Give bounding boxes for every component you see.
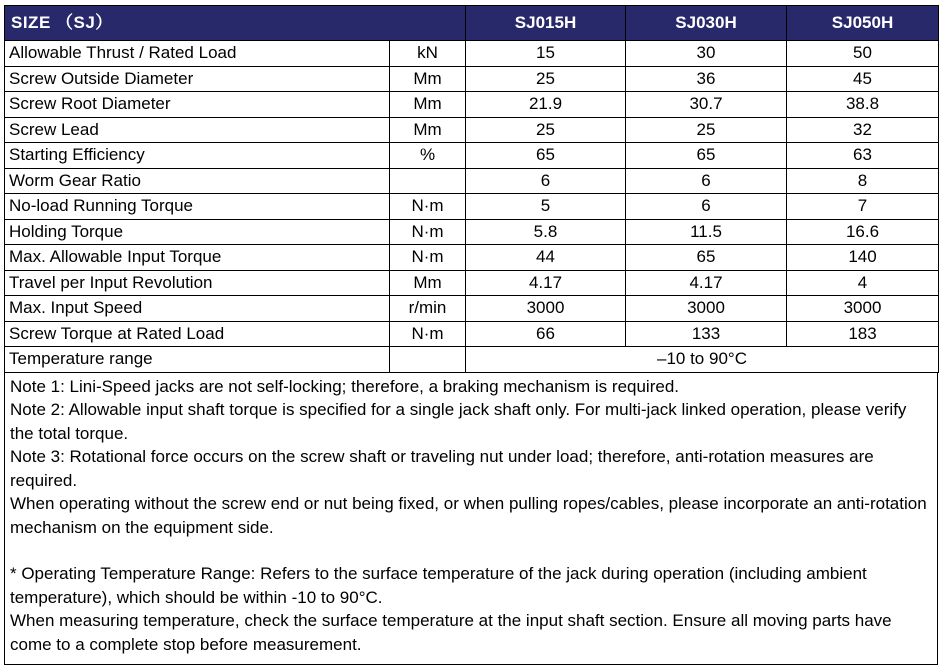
row-unit: Mm (390, 270, 466, 296)
table-row (5, 194, 939, 220)
spec-table-body (5, 41, 939, 373)
table-row (5, 143, 939, 169)
row-param-name: Max. Allowable Input Torque (5, 245, 390, 271)
note-2: Note 2: Allowable input shaft torque is specified for a single jack shaft only. For multi-jack linked operation, please verify the total torque. (10, 398, 931, 445)
note-1: Note 1: Lini-Speed jacks are not self-locking; therefore, a braking mechanism is required. (10, 375, 931, 399)
row-param-name: Holding Torque (5, 219, 390, 245)
row-value-sj050h: 140 (787, 245, 939, 271)
table-row (5, 270, 939, 296)
note-3-detail: When operating without the screw end or nut being fixed, or when pulling ropes/cables, please incorporate an anti-rotation mechanism on the equipment side. (10, 492, 931, 539)
row-value-sj015h: 25 (466, 66, 626, 92)
row-value-sj030h: 6 (626, 168, 787, 194)
row-value-sj015h: 15 (466, 41, 626, 67)
row-value-sj030h: 4.17 (626, 270, 787, 296)
table-row (5, 41, 939, 67)
row-value-sj015h: 25 (466, 117, 626, 143)
row-value-sj050h: 16.6 (787, 219, 939, 245)
table-row (5, 219, 939, 245)
size-header: SIZE （SJ） (5, 6, 466, 41)
spec-table (4, 5, 939, 373)
row-param-name: No-load Running Torque (5, 194, 390, 220)
temperature-note: * Operating Temperature Range: Refers to the surface temperature of the jack during operation (including ambient temperature), which should be within -10 to 90°C. (10, 562, 931, 609)
row-unit: kN (390, 41, 466, 67)
row-value-sj030h: 65 (626, 143, 787, 169)
spec-sheet (4, 5, 938, 665)
row-value-sj050h: 50 (787, 41, 939, 67)
temperature-value: –10 to 90°C (466, 347, 939, 373)
table-row (5, 296, 939, 322)
row-value-sj050h: 38.8 (787, 92, 939, 118)
row-value-sj015h: 5.8 (466, 219, 626, 245)
row-value-sj050h: 32 (787, 117, 939, 143)
notes-section (4, 373, 938, 665)
row-value-sj015h: 6 (466, 168, 626, 194)
notes-spacer (10, 539, 931, 562)
row-value-sj050h: 63 (787, 143, 939, 169)
row-value-sj030h: 30 (626, 41, 787, 67)
row-param-name: Worm Gear Ratio (5, 168, 390, 194)
row-unit: N·m (390, 194, 466, 220)
row-value-sj050h: 7 (787, 194, 939, 220)
row-value-sj030h: 30.7 (626, 92, 787, 118)
row-value-sj015h: 65 (466, 143, 626, 169)
row-unit: Mm (390, 92, 466, 118)
row-value-sj050h: 45 (787, 66, 939, 92)
row-value-sj015h: 44 (466, 245, 626, 271)
row-value-sj050h: 4 (787, 270, 939, 296)
row-value-sj015h: 5 (466, 194, 626, 220)
row-unit: N·m (390, 245, 466, 271)
table-row (5, 245, 939, 271)
row-value-sj030h: 65 (626, 245, 787, 271)
row-value-sj030h: 25 (626, 117, 787, 143)
table-row (5, 92, 939, 118)
row-value-sj030h: 36 (626, 66, 787, 92)
model-header-sj015h: SJ015H (466, 6, 626, 41)
row-param-name: Allowable Thrust / Rated Load (5, 41, 390, 67)
row-param-name: Screw Root Diameter (5, 92, 390, 118)
row-param-name: Travel per Input Revolution (5, 270, 390, 296)
row-value-sj030h: 6 (626, 194, 787, 220)
row-unit: N·m (390, 219, 466, 245)
table-row (5, 117, 939, 143)
model-header-sj030h: SJ030H (626, 6, 787, 41)
temperature-param: Temperature range (5, 347, 390, 373)
header-row (5, 6, 939, 41)
row-param-name: Starting Efficiency (5, 143, 390, 169)
row-value-sj030h: 11.5 (626, 219, 787, 245)
row-unit: Mm (390, 66, 466, 92)
table-row (5, 66, 939, 92)
row-value-sj050h: 8 (787, 168, 939, 194)
row-param-name: Screw Torque at Rated Load (5, 321, 390, 347)
row-value-sj030h: 133 (626, 321, 787, 347)
row-value-sj015h: 3000 (466, 296, 626, 322)
row-value-sj015h: 21.9 (466, 92, 626, 118)
temperature-measure-note: When measuring temperature, check the surface temperature at the input shaft section. Ensure all moving parts have come to a complete stop before measurement. (10, 609, 931, 656)
row-unit: % (390, 143, 466, 169)
row-unit: r/min (390, 296, 466, 322)
row-value-sj015h: 66 (466, 321, 626, 347)
row-value-sj015h: 4.17 (466, 270, 626, 296)
table-row (5, 168, 939, 194)
row-param-name: Max. Input Speed (5, 296, 390, 322)
temperature-unit (390, 347, 466, 373)
row-value-sj050h: 3000 (787, 296, 939, 322)
row-unit: N·m (390, 321, 466, 347)
row-value-sj050h: 183 (787, 321, 939, 347)
row-value-sj030h: 3000 (626, 296, 787, 322)
row-unit: Mm (390, 117, 466, 143)
row-unit (390, 168, 466, 194)
temperature-row (5, 347, 939, 373)
row-param-name: Screw Lead (5, 117, 390, 143)
model-header-sj050h: SJ050H (787, 6, 939, 41)
table-row (5, 321, 939, 347)
row-param-name: Screw Outside Diameter (5, 66, 390, 92)
note-3: Note 3: Rotational force occurs on the screw shaft or traveling nut under load; therefore, anti-rotation measures are required. (10, 445, 931, 492)
